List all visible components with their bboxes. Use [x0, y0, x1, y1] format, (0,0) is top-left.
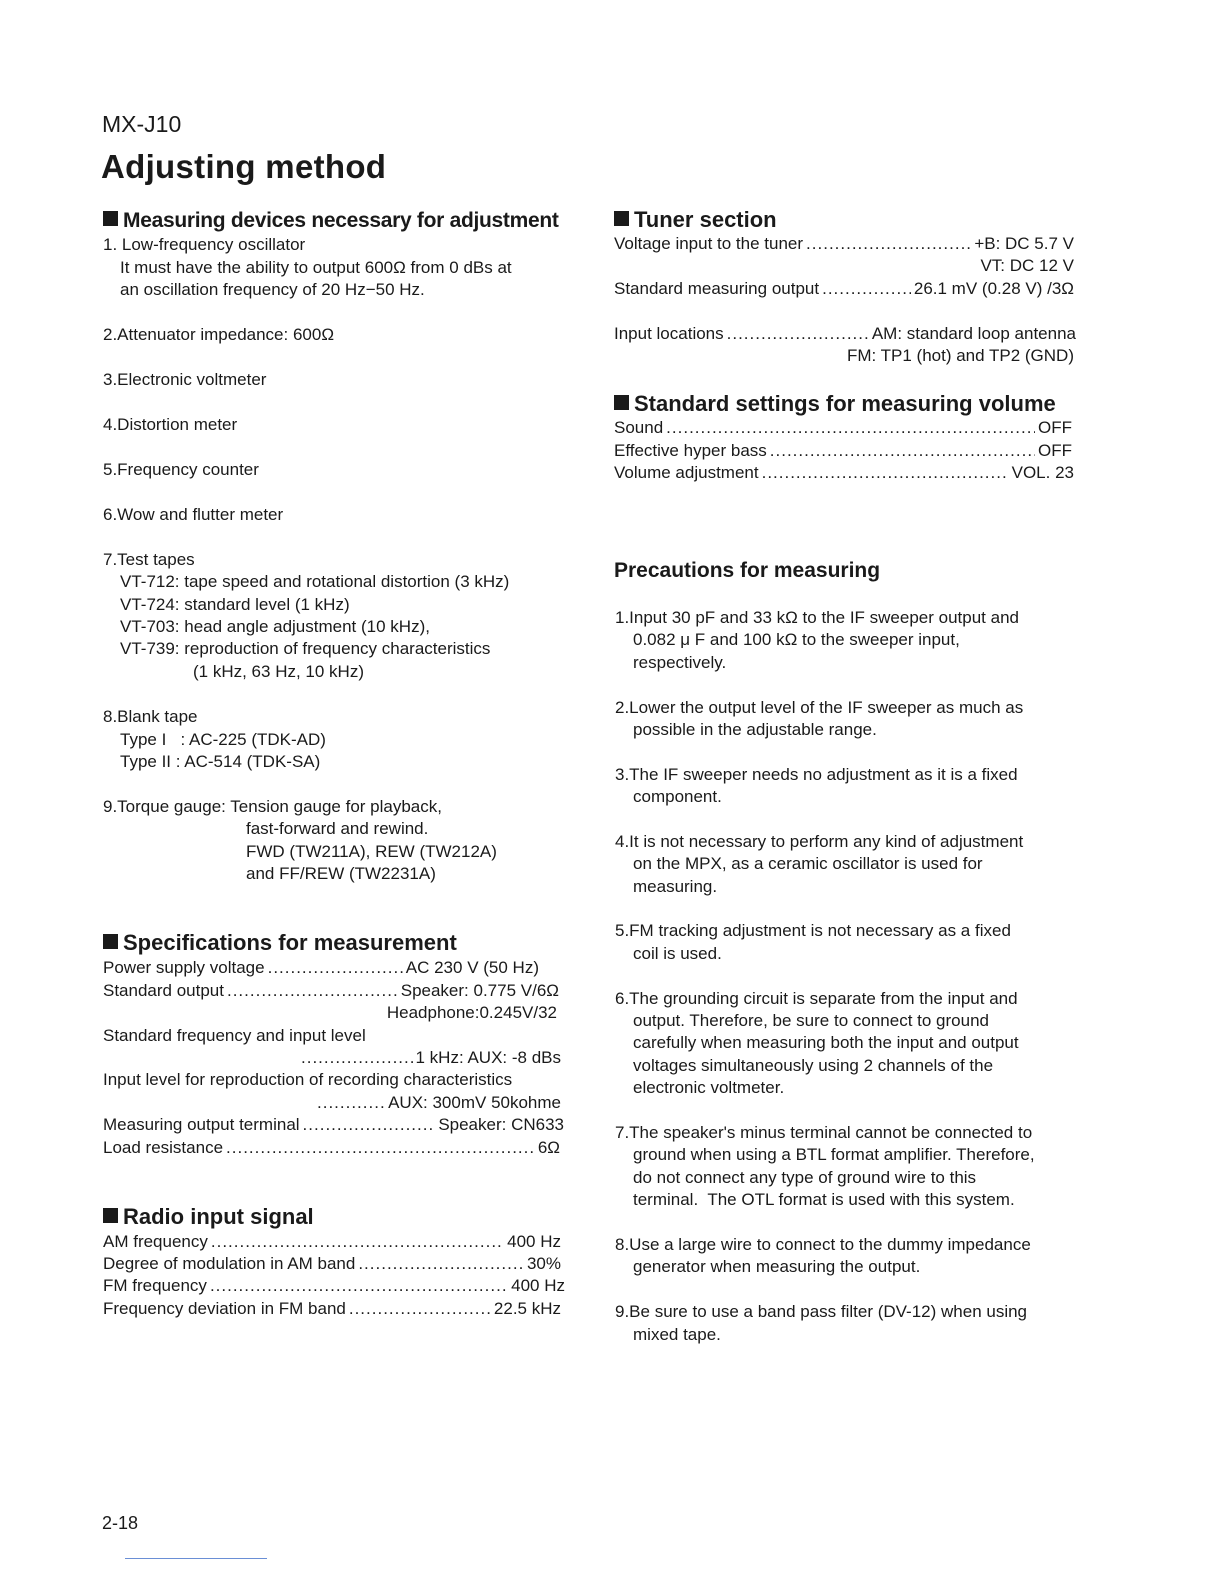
device-item-4: 4.Distortion meter: [103, 415, 238, 434]
tuner-heading: Tuner section: [614, 207, 777, 233]
precautions-heading: Precautions for measuring: [614, 559, 881, 582]
test-tape-line: VT-703: head angle adjustment (10 kHz),: [120, 617, 430, 636]
spec-freq-value: ..... 1 kHz: AUX: -8 dBs: [298, 1047, 561, 1069]
device-item-5: 5.Frequency counter: [103, 460, 259, 479]
torque-line: and FF/REW (TW2231A): [246, 864, 436, 883]
precaution-5: 5.FM tracking adjustment is not necessary as a fixed: [615, 921, 1011, 940]
device-item-9: 9.Torque gauge: Tension gauge for playback,: [103, 797, 442, 816]
volume-row: Effective hyper bass ..... OFF: [614, 440, 1072, 462]
precaution-7-cont: terminal. The OTL format is used with this system.: [633, 1190, 1015, 1209]
precaution-9-cont: mixed tape.: [633, 1325, 721, 1344]
precaution-6-cont: carefully when measuring both the input and output: [633, 1033, 1019, 1052]
spec-freq-label: Standard frequency and input level: [103, 1026, 366, 1045]
page-title: Adjusting method: [101, 148, 387, 185]
device-item-1-desc-2: an oscillation frequency of 20 Hz−50 Hz.: [120, 280, 425, 299]
precaution-4: 4.It is not necessary to perform any kind of adjustment: [615, 832, 1024, 851]
test-tape-line: (1 kHz, 63 Hz, 10 kHz): [193, 662, 364, 681]
precaution-1-cont: 0.082 μ F and 100 kΩ to the sweeper input,: [633, 630, 960, 649]
footer-rule: [125, 1558, 267, 1559]
device-item-3: 3.Electronic voltmeter: [103, 370, 267, 389]
tuner-row-voltage: Voltage input to the tuner ..... +B: DC 5.7 V: [614, 233, 1074, 255]
spec-row-power: Power supply voltage ..... AC 230 V (50 Hz): [103, 957, 539, 979]
spec-repro-value: ..... AUX: 300mV 50kohme: [314, 1092, 561, 1114]
precaution-6: 6.The grounding circuit is separate from the input and: [615, 989, 1018, 1008]
precaution-2-cont: possible in the adjustable range.: [633, 720, 877, 739]
tuner-voltage-vt: VT: DC 12 V: [980, 256, 1074, 275]
bullet-square-icon: [614, 211, 629, 226]
precaution-7-cont: do not connect any type of ground wire to this: [633, 1168, 977, 1187]
precaution-2: 2.Lower the output level of the IF sweeper as much as: [615, 698, 1024, 717]
precaution-3-cont: component.: [633, 787, 722, 806]
precaution-4-cont: on the MPX, as a ceramic oscillator is used for: [633, 854, 983, 873]
precaution-4-cont: measuring.: [633, 877, 718, 896]
model-number: MX-J10: [102, 111, 182, 137]
precaution-1: 1.Input 30 pF and 33 kΩ to the IF sweeper output and: [615, 608, 1019, 627]
volume-heading: Standard settings for measuring volume: [614, 391, 1056, 417]
tuner-row-std-output: Standard measuring output ..... 26.1 mV (0.28 V) /3Ω: [614, 278, 1074, 300]
precaution-7: 7.The speaker's minus terminal cannot be connected to: [615, 1123, 1033, 1142]
precaution-5-cont: coil is used.: [633, 944, 722, 963]
precaution-3: 3.The IF sweeper needs no adjustment as it is a fixed: [615, 765, 1018, 784]
precaution-7-cont: ground when using a BTL format amplifier. Therefore,: [633, 1145, 1035, 1164]
device-item-1: 1. Low-frequency oscillator: [103, 235, 306, 254]
bullet-square-icon: [103, 934, 118, 949]
spec-row-load: Load resistance ..... 6Ω: [103, 1137, 560, 1159]
precaution-6-cont: output. Therefore, be sure to connect to ground: [633, 1011, 989, 1030]
measuring-devices-heading: Measuring devices necessary for adjustment: [103, 209, 559, 233]
volume-row: Volume adjustment ..... VOL. 23: [614, 462, 1074, 484]
bullet-square-icon: [103, 1208, 118, 1223]
precaution-6-cont: electronic voltmeter.: [633, 1078, 785, 1097]
blank-tape-line: Type II : AC-514 (TDK-SA): [120, 752, 321, 771]
spec-repro-label: Input level for reproduction of recording characteristics: [103, 1070, 513, 1089]
volume-row: Sound ..... OFF: [614, 417, 1072, 439]
precaution-8-cont: generator when measuring the output.: [633, 1257, 921, 1276]
spec-row-terminal: Measuring output terminal ..... Speaker: CN633: [103, 1114, 564, 1136]
test-tape-line: VT-739: reproduction of frequency characteristics: [120, 639, 491, 658]
spec-output-headphone: Headphone:0.245V/32: [386, 1003, 557, 1022]
tuner-input-fm: FM: TP1 (hot) and TP2 (GND): [846, 346, 1074, 365]
bullet-square-icon: [103, 211, 118, 226]
radio-heading: Radio input signal: [103, 1204, 314, 1230]
test-tape-line: VT-724: standard level (1 kHz): [120, 595, 350, 614]
radio-row: FM frequency ..... 400 Hz: [103, 1275, 565, 1297]
device-item-8: 8.Blank tape: [103, 707, 198, 726]
radio-row: Degree of modulation in AM band ..... 30%: [103, 1253, 561, 1275]
page-number: 2-18: [102, 1513, 139, 1533]
test-tape-line: VT-712: tape speed and rotational distortion (3 kHz): [120, 572, 510, 591]
torque-line: fast-forward and rewind.: [246, 819, 429, 838]
tuner-row-input: Input locations ..... AM: standard loop antenna: [614, 323, 1076, 345]
device-item-2: 2.Attenuator impedance: 600Ω: [103, 325, 335, 344]
radio-row: AM frequency ..... 400 Hz: [103, 1231, 561, 1253]
precaution-1-cont: respectively.: [633, 653, 727, 672]
radio-row: Frequency deviation in FM band ..... 22.5 kHz: [103, 1298, 561, 1320]
blank-tape-line: Type I : AC-225 (TDK-AD): [120, 730, 326, 749]
precaution-6-cont: voltages simultaneously using 2 channels of the: [633, 1056, 994, 1075]
precaution-9: 9.Be sure to use a band pass filter (DV-12) when using: [615, 1302, 1028, 1321]
device-item-1-desc-1: It must have the ability to output 600Ω from 0 dBs at: [120, 258, 512, 277]
device-item-7: 7.Test tapes: [103, 550, 195, 569]
torque-line: FWD (TW211A), REW (TW212A): [246, 842, 497, 861]
spec-row-output: Standard output ..... Speaker: 0.775 V/6Ω: [103, 980, 559, 1002]
bullet-square-icon: [614, 395, 629, 410]
device-item-6: 6.Wow and flutter meter: [103, 505, 284, 524]
precaution-8: 8.Use a large wire to connect to the dummy impedance: [615, 1235, 1031, 1254]
specifications-heading: Specifications for measurement: [103, 930, 457, 956]
